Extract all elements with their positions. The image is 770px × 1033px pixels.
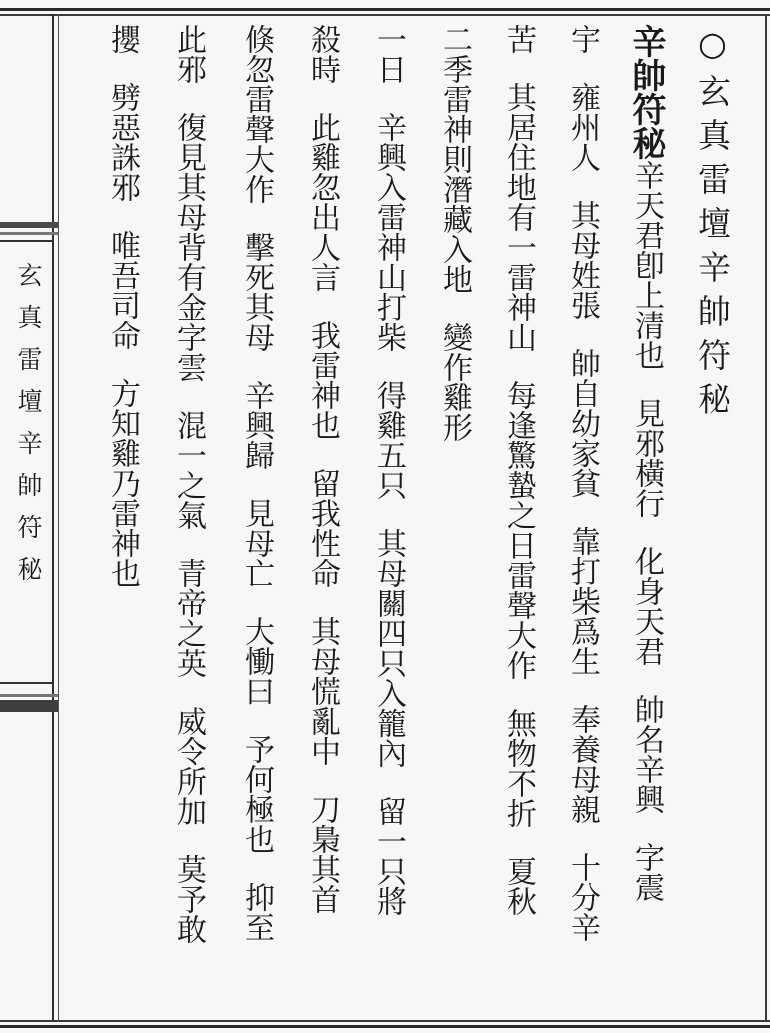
text-column-8 (234, 24, 278, 942)
column-segment: 其母姓張 (565, 200, 600, 320)
column-segment: 辛天君卽上清也 (629, 160, 664, 370)
column-segment: 唯吾司命 (105, 230, 140, 350)
column-segment: 每逢驚蟄之日雷聲大作 (501, 380, 536, 680)
column-segment: 大慟曰 (239, 616, 274, 706)
column-segment: 一日 (371, 24, 406, 84)
column-segment: 此邪 (171, 24, 206, 84)
column-segment: 劈惡誅邪 (105, 82, 140, 202)
text-column-6 (366, 24, 410, 916)
column-segment: 化身天君 (629, 546, 664, 666)
text-column-7 (300, 24, 344, 914)
column-segment: 辛興歸 (239, 380, 274, 470)
column-segment: 辛興入雷神山打柴 (371, 112, 406, 352)
column-segment: 其居住地有一雷神山 (501, 82, 536, 352)
frame-top-rule (0, 8, 770, 11)
column-segment: 雍州人 (565, 82, 600, 172)
column-segment: 夏秋 (501, 856, 536, 916)
column-segment: 青帝之英 (171, 558, 206, 678)
text-column-5 (432, 24, 476, 442)
section-heading: 辛帥符秘 (626, 24, 666, 160)
column-segment: 帥自幼家貧 (565, 348, 600, 498)
column-segment: 方知雞乃雷神也 (105, 378, 140, 588)
frame-right-rule (765, 14, 767, 1022)
column-segment: 殺時 (305, 24, 340, 84)
fishtail-band-top (0, 222, 58, 228)
column-segment: 二季雷神則潛藏入地 (437, 24, 472, 294)
column-segment: 變作雞形 (437, 322, 472, 442)
frame-bottom-rule (0, 1025, 770, 1028)
column-segment: 靠打柴爲生 (565, 526, 600, 676)
column-segment: 得雞五只 (371, 380, 406, 500)
column-segment: 其母關四只入籠內 (371, 528, 406, 768)
text-column-3 (560, 24, 604, 942)
column-segment: 帥名辛興 (629, 694, 664, 814)
column-segment: 宇 (565, 24, 600, 54)
column-segment: 擊死其母 (239, 232, 274, 352)
column-segment: 刀梟其首 (305, 794, 340, 914)
column-segment: 攖 (105, 24, 140, 54)
column-segment: 苦 (501, 24, 536, 54)
text-column-9 (166, 24, 210, 944)
column-segment: 莫予敢 (171, 854, 206, 944)
column-segment: 留我性命 (305, 468, 340, 588)
text-column-2 (624, 24, 668, 902)
column-segment: 我雷神也 (305, 320, 340, 440)
margin-title: 玄真雷壇辛帥符秘 (14, 262, 43, 598)
column-segment: 予何極也 (239, 734, 274, 854)
fishtail-band-top-thin (0, 232, 58, 235)
column-segment: 奉養母親 (565, 704, 600, 824)
column-segment: 字震 (629, 842, 664, 902)
column-segment: 見邪橫行 (629, 398, 664, 518)
frame-top-rule-inner (0, 14, 770, 16)
fishtail-band-bottom-thin (0, 694, 58, 697)
column-segment: 十分辛 (565, 852, 600, 942)
column-segment: 復見其母背有金字雲 (171, 112, 206, 382)
text-column-1 (690, 24, 734, 426)
column-segment: 此雞忽出人言 (305, 112, 340, 292)
column-segment: 倏忽雷聲大作 (239, 24, 274, 204)
column-segment: 抑至 (239, 882, 274, 942)
text-column-4 (496, 24, 540, 916)
column-segment: 混一之氣 (171, 410, 206, 530)
column-segment: 留一只將 (371, 796, 406, 916)
column-segment: ○玄真雷壇辛帥符秘 (693, 24, 732, 426)
text-column-10 (100, 24, 144, 588)
frame-bottom-rule-inner (0, 1020, 770, 1022)
gutter-rule-inner (58, 14, 59, 1022)
column-segment: 其母慌亂中 (305, 616, 340, 766)
column-segment: 威令所加 (171, 706, 206, 826)
column-segment: 見母亡 (239, 498, 274, 588)
column-segment: 無物不折 (501, 708, 536, 828)
fishtail-band-bottom (0, 700, 58, 712)
